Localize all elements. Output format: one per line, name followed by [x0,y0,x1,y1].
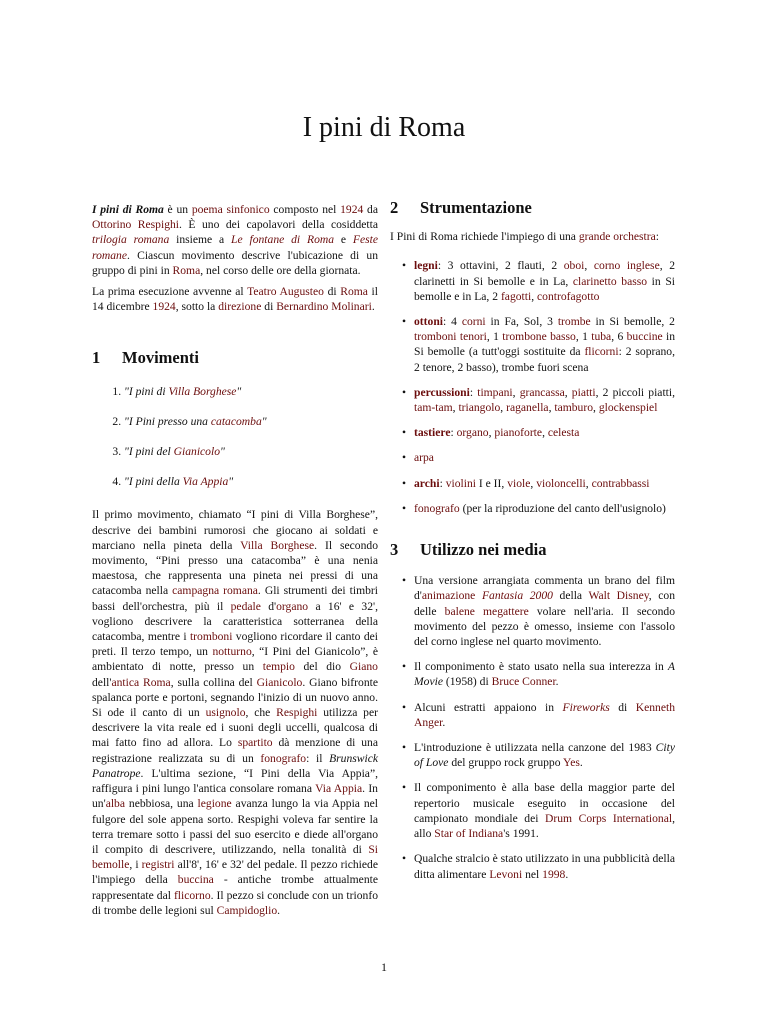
text: nel [522,867,543,881]
link-1924-2[interactable]: 1924 [152,300,176,314]
link-animazione[interactable]: animazione [421,589,476,603]
text: Qualche stralcio è stato utilizzato in una pubblicità della ditta alimentare [414,852,675,881]
link-viole[interactable]: viole [507,476,531,490]
text: da [363,203,379,216]
text: di [323,285,341,299]
text: della [552,589,589,603]
text: : il [306,751,330,765]
list-item [124,444,378,459]
link-star-of-indiana[interactable]: Star of Indiana [434,827,504,841]
text: utilizza per descrivere la vita reale ed i suoni degli uccelli, qualcosa di mai fatto fino ad allora. Lo [92,706,378,750]
text: . [555,675,559,689]
link-clarinetto-basso[interactable]: clarinetto basso [572,274,648,288]
text: del dio [294,660,350,674]
text: , [542,426,548,440]
text: , [452,401,459,415]
link-archi[interactable]: archi [414,476,440,490]
link-pedale[interactable]: pedale [230,599,261,613]
link-contrabbassi[interactable]: contrabbassi [591,476,650,490]
left-column [92,202,378,924]
text: . In un' [92,782,378,811]
text: . Gli strumenti dei timbri bassi dell'orchestra, più il [92,584,379,613]
link-percussioni[interactable]: percussioni [414,385,470,399]
link-1998[interactable]: 1998 [542,867,566,881]
text: : 3 ottavini, 2 flauti, 2 [437,259,564,273]
text: , 6 [611,330,627,344]
link-fonografo[interactable]: fonografo [260,751,307,765]
text: avanza lungo la via Appia nel fulgore del sole appena sorto. Respighi voleva far sentire la terra tremare sotto i passi del suo esercito e diede all'organo il compito di descrivere, utilizzando, nella tonalità di [92,797,378,856]
link-via-appia-2[interactable]: Via Appia [315,782,363,796]
text: . L'ultima sezione, “I Pini della Via Appia”, raffigura i pini lungo l'antica consolare romana [92,766,378,796]
page-number: 1 [381,960,387,974]
text: all'8', 16' e 32' del pedale. Il pezzo richiede l'impiego della [92,858,378,887]
list-item [124,414,378,429]
text: : 2 soprano, 2 tenore, 2 basso), trombe fuori scena [414,345,675,374]
text: , nel corso delle ore della giornata. [200,263,361,277]
text: . Il pezzo si conclude con un trionfo di trombe delle legioni sul [92,888,378,917]
text: (per la riproduzione del canto dell'usignolo) [459,501,666,515]
intro-term: I pini di Roma [92,203,164,216]
link-si-bemolle[interactable]: Si bemolle [92,842,378,872]
text: : 4 [442,315,462,329]
list-item-fonografo [414,501,675,516]
text: , [512,385,520,399]
description-paragraph [92,507,378,917]
link-glockenspiel[interactable]: glockenspiel [598,401,658,415]
text: nebbiosa, una [125,797,198,811]
text: insieme a [169,233,232,247]
text: (1958) di [442,675,492,689]
link-tromboni[interactable]: tromboni [189,630,233,644]
text: , “I Pini del Gianicolo”, è ambientato di notte, presso un [92,645,378,674]
link-corni[interactable]: corni [461,315,486,329]
link-fireworks[interactable]: Fireworks [562,700,610,714]
link-feste-romane[interactable]: Feste romane [92,233,379,262]
section-title: Strumentazione [420,198,532,217]
link-direzione[interactable]: direzione [218,300,262,314]
link-antica-roma[interactable]: antica Roma [111,675,171,689]
text: " [228,475,234,489]
text: "I Pini presso una [124,414,211,428]
section-heading-media [390,540,675,560]
text: " [220,445,225,459]
text: Una versione arrangiata commenta un brano del film d' [414,574,675,603]
link-alba[interactable]: alba [105,797,125,811]
text: e [334,233,353,247]
link-violini[interactable]: violini [445,476,476,490]
link-organo[interactable]: organo [276,599,309,613]
list-item-tastiere [414,425,675,440]
text: vogliono ricordare il canto dei preti. Il terzo tempo, un [92,630,378,659]
link-triangolo[interactable]: triangolo [458,401,501,415]
link-villa-borghese-2[interactable]: Villa Borghese [240,538,315,552]
list-item-percussioni [414,385,675,415]
text: : [439,476,446,490]
text: Il componimento è stato usato nella sua interezza in [414,660,668,674]
link-gianicolo-2[interactable]: Gianicolo [256,675,303,689]
text: , [585,476,592,490]
text: : [450,426,457,440]
link-roma-2[interactable]: Roma [340,285,368,299]
instrumentation-intro [390,229,675,244]
text: L'introduzione è utilizzata nella canzone del 1983 [414,741,656,755]
list-item [414,851,675,881]
link-tempio[interactable]: tempio [262,660,295,674]
text: Alcuni estratti appaiono in [414,700,563,714]
link-yes[interactable]: Yes [562,756,580,770]
link-fontane-di-roma[interactable]: Le fontane di Roma [231,233,335,247]
link-oboi[interactable]: oboi [563,259,585,273]
section-number: 3 [390,540,399,560]
text: dà menzione di una registrazione realizzata su di un [92,736,378,765]
link-corno-inglese[interactable]: corno inglese [593,259,660,273]
text: . Ciascun movimento descrive l'ubicazione di un gruppo di pini in [92,248,378,277]
link-usignolo[interactable]: usignolo [205,706,246,720]
list-item [414,700,675,730]
list-item [414,659,675,689]
section-heading-movimenti [92,348,378,368]
link-trilogia-romana[interactable]: trilogia romana [92,233,170,247]
list-item [124,474,378,489]
text: Il primo movimento, chiamato “I pini di Villa Borghese”, descrive dei bambini rumorosi che giocano ai soldati e marciano nella pineta della [92,508,378,552]
text: in Fa, Sol, 3 [485,315,558,329]
text: I e II, [475,476,508,490]
link-via-appia[interactable]: Via Appia [182,475,229,489]
link-catacomba[interactable]: catacomba [210,414,262,428]
section-title: Utilizzo nei media [420,540,547,560]
link-trombe[interactable]: trombe [557,315,591,329]
link-roma[interactable]: Roma [172,263,201,277]
list-item-legni [414,258,675,304]
link-walt-disney[interactable]: Walt Disney [588,589,649,603]
section-number: 1 [92,348,101,368]
page-title: I pini di Roma [302,112,466,143]
link-campagna-romana[interactable]: campagna romana [172,584,258,598]
link-controfagotto[interactable]: controfagotto [537,289,600,303]
text: " [236,384,242,398]
text: in Si bemolle (a tutt'oggi sostituite da [414,330,676,359]
link-kenneth-anger[interactable]: Kenneth Anger [414,700,675,729]
text: , che [245,706,277,720]
link-grande-orchestra[interactable]: grande orchestra [578,230,656,244]
text: , 2 clarinetti in Si bemolle e in La, [414,259,676,288]
list-item [414,740,675,770]
link-balene-megattere[interactable]: balene megattere [444,604,529,618]
link-teatro-augusteo[interactable]: Teatro Augusteo [247,285,324,299]
text: , [500,401,507,415]
list-item [414,780,675,841]
text: del gruppo rock gruppo [448,756,563,770]
text: d' [260,599,277,613]
link-tastiere[interactable]: tastiere [414,426,451,440]
link-violoncelli[interactable]: violoncelli [536,476,586,490]
link-molinari[interactable]: Bernardino Molinari [276,300,372,314]
text: . [371,300,375,314]
link-pianoforte[interactable]: pianoforte [494,426,543,440]
link-flicorno[interactable]: flicorno [173,888,211,902]
media-list [390,573,675,881]
link-spartito[interactable]: spartito [237,736,273,750]
text: City of Love [414,741,675,770]
text: di [261,300,277,314]
text: , sotto la [175,300,219,314]
link-fagotti[interactable]: fagotti [500,289,532,303]
link-levoni[interactable]: Levoni [489,867,523,881]
link-trombone-basso[interactable]: trombone basso [502,330,576,344]
link-buccina[interactable]: buccina [177,873,214,887]
text: , con delle [414,589,676,618]
text: "I pini di [124,384,169,398]
link-piatti[interactable]: piatti [571,385,596,399]
premiere-paragraph [92,284,378,314]
text: di [609,700,636,714]
link-respighi-2[interactable]: Respighi [276,706,318,720]
text: . Il secondo movimento, “Pini presso una catacomba” è una nenia maestosa, che rappresenta una pineta nei pressi di una catacomba nella [92,538,378,598]
movements-list [92,384,378,490]
section-title: Movimenti [122,348,199,368]
text: - antiche trombe attualmente rappresentate dal [92,873,378,902]
link-drum-corps[interactable]: Drum Corps International [545,811,673,825]
list-item [414,573,675,649]
text: : [655,230,660,244]
link-1924[interactable]: 1924 [340,203,364,216]
text: , sulla collina del [170,675,257,689]
text: " [261,414,267,428]
text: è un [163,203,192,216]
link-gianicolo[interactable]: Gianicolo [173,445,220,459]
link-respighi[interactable]: Ottorino Respighi [92,218,180,232]
text: , [564,385,572,399]
text: . È uno dei capolavori della cosiddetta [179,218,378,232]
text: , i [129,858,142,872]
instrument-list [390,258,675,516]
link-bruce-conner[interactable]: Bruce Conner [491,675,556,689]
link-poema-sinfonico[interactable]: poema sinfonico [191,203,270,216]
link-grancassa[interactable]: grancassa [519,385,565,399]
link-timpani[interactable]: timpani [477,385,513,399]
text: , allo [414,811,676,841]
link-celesta[interactable]: celesta [547,426,580,440]
list-item-ottoni [414,314,675,375]
intro-paragraph [92,202,378,278]
text: : [469,385,478,399]
link-tuba[interactable]: tuba [591,330,612,344]
text: a 16' e 32', vogliono descrivere la caratteristica sotterranea della catacomba, mentre i [92,599,378,644]
text: in Si bemolle e in La, 2 [414,274,675,303]
text: . [579,756,583,770]
link-arpa[interactable]: arpa [414,451,434,465]
text [475,589,482,602]
list-item [124,384,378,399]
text: in Si bemolle, 2 [590,315,675,329]
text: , [584,259,594,273]
link-legione[interactable]: legione [197,797,232,811]
text: dell' [92,675,112,689]
text: Il componimento è alla base della maggior parte del repertorio musicale eseguito in occasione del campionato mondiale dei [414,781,675,825]
text: , 2 piccoli piatti, [595,385,676,399]
text: . Giano bifronte spalanca porte e portoni, segnando l'inizio di un nuovo anno. Si ode il canto di un [92,675,378,720]
text: . [277,903,281,917]
link-tamburo[interactable]: tamburo [554,401,594,415]
list-item-arpa [414,450,675,465]
text: "I pini del [124,445,174,459]
text: , [531,289,537,303]
text: , [593,401,599,415]
text: "I pini della [124,475,183,489]
text: A Movie [414,660,675,689]
text: , 1 [575,330,592,344]
section-heading-strumentazione [390,200,675,215]
link-giano[interactable]: Giano [349,660,378,674]
link-ottoni[interactable]: ottoni [414,315,443,329]
link-fonografo-2[interactable]: fonografo [414,501,460,515]
text: composto nel [269,203,341,216]
text: 's 1991. [503,827,539,841]
text: La prima esecuzione avvenne al [92,285,248,299]
link-campidoglio[interactable]: Campidoglio [216,903,278,917]
section-number: 2 [390,198,399,217]
text: . [442,715,446,729]
text: , [548,401,555,415]
link-tromboni-tenori[interactable]: tromboni tenori [414,330,487,344]
link-legni[interactable]: legni [414,259,438,273]
text: . [565,867,569,881]
link-raganella[interactable]: raganella [506,401,549,415]
link-tam-tam[interactable]: tam-tam [414,401,453,415]
link-villa-borghese[interactable]: Villa Borghese [168,384,237,398]
text: volare nell'aria. Il secondo movimento del pezzo è omesso, insieme con l'assolo del corno inglese nel quarto movimento. [414,604,675,649]
link-fantasia-2000[interactable]: Fantasia 2000 [481,589,553,603]
text: Brunswick Panatrope [92,751,379,780]
link-buccine[interactable]: buccine [626,330,663,344]
link-organo-2[interactable]: organo [456,426,489,440]
right-column [390,200,675,892]
text: , [488,426,495,440]
link-registri[interactable]: registri [141,858,175,872]
link-notturno[interactable]: notturno [212,645,252,659]
text: il 14 dicembre [92,285,378,314]
text: , 1 [486,330,503,344]
text: , [530,476,537,490]
list-item-archi [414,476,675,491]
link-flicorni[interactable]: flicorni [584,345,619,359]
text: I Pini di Roma richiede l'impiego di una [390,230,579,244]
